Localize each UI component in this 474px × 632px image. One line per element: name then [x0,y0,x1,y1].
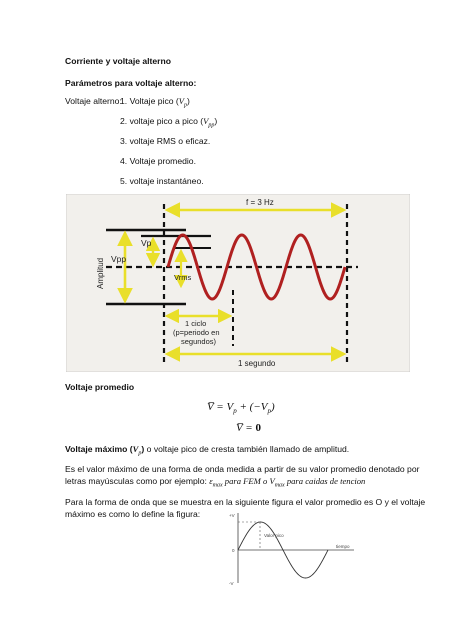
paragraph-line: Es el valor máximo de una forma de onda medida a partir de su valor promedio denotado por [65,464,420,474]
y-zero-label: 0 [232,548,235,553]
paragraph-line: Para la forma de onda que se muestra en la siguiente figura el valor promedio es O y el voltaje [65,497,426,507]
vp-label: Vp [141,238,152,248]
vmax-definition: Voltaje máximo $(V_p)$ o voltaje pico de cresta también llamado de amplitud. [65,444,350,457]
frequency-label: f = 3 Hz [246,198,274,207]
figure-background [66,194,410,372]
second-label: 1 segundo [238,359,276,368]
x-axis-label: tiempo [336,544,350,549]
peak-label: Valor pico [264,533,284,538]
list-item: 1. Voltaje pico $(V_p)$ [120,96,190,109]
list-item: 5. voltaje instantáneo. [120,176,204,186]
list-item: 4. Voltaje promedio. [120,156,196,166]
cycle-label: 1 ciclo [185,319,207,328]
cycle-label: (p=periodo en [173,328,220,337]
section-heading-promedio: Voltaje promedio [65,382,135,392]
paragraph-line: letras mayúsculas como por ejemplo: $\varepsilon_{max}$ para FEM o $V_{max}$ para caidas de tencion [65,476,366,489]
equation-zero: V̅ = 0 [236,422,261,434]
paragraph-line: máximo es como lo define la figura: [65,509,201,519]
equation-average: V̅ = $V_p + (-V_p)$ [207,401,275,416]
list-item: 3. voltaje RMS o eficaz. [120,136,211,146]
list-prefix: Voltaje alterno: [65,96,122,106]
cycle-label: segundos) [181,337,217,346]
vpp-label: Vpp [111,254,127,264]
document-title: Corriente y voltaje alterno [65,56,172,66]
vrms-label: Vrms [174,273,192,282]
params-heading: Parámetros para voltaje alterno: [65,78,197,88]
amplitude-label: Amplitud [96,257,105,289]
ac-waveform-figure [66,194,410,372]
peak-value-figure [224,507,358,589]
y-top-label: +V [229,513,235,518]
list-item: 2. voltaje pico a pico $(V_{pp})$ [120,116,218,129]
y-bottom-label: -V [229,581,234,586]
